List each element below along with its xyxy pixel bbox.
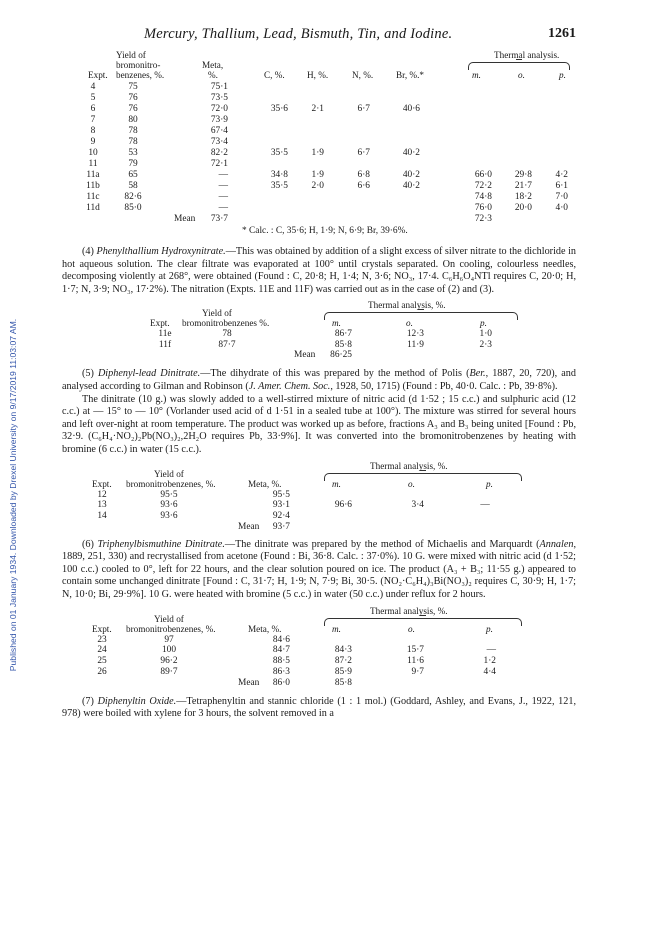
section-5-text-c: , 1928, 50, 1715) (Found : Pb, 40·0. Calc. : Pb, 39·8%). bbox=[330, 380, 558, 392]
page-number: 1261 bbox=[548, 26, 576, 41]
section-6-ref-annalen: Annalen bbox=[539, 538, 574, 550]
t4-mean-m: 85·8 bbox=[334, 677, 352, 688]
cell-p: 6·1 bbox=[555, 181, 568, 191]
cell-expt: 8 bbox=[90, 126, 96, 136]
cell-o: 12·3 bbox=[406, 329, 424, 340]
section-5-ref-ber: Ber. bbox=[469, 368, 486, 380]
t3-p-header: p. bbox=[486, 478, 493, 489]
cell-o: 21·7 bbox=[514, 181, 532, 191]
t1-mean-meta: 73·7 bbox=[210, 214, 228, 224]
cell-yield: 96·2 bbox=[160, 656, 178, 667]
t3-o-header: o. bbox=[408, 478, 415, 489]
cell-yield: 93·6 bbox=[160, 510, 178, 521]
section-5-text-a: —The dihydrate of this was prepared by the method of Polis ( bbox=[200, 368, 470, 380]
cell-expt: 23 bbox=[97, 634, 107, 645]
cell-br: 40·2 bbox=[402, 181, 420, 191]
table-4 bbox=[62, 606, 576, 690]
cell-meta: — bbox=[218, 203, 228, 213]
t1-yield-header-1: Yield of bbox=[116, 50, 146, 60]
cell-m: 96·6 bbox=[334, 500, 352, 511]
cell-m: 85·8 bbox=[334, 339, 352, 350]
t2-thermal-brace bbox=[324, 312, 518, 320]
t3-thermal-header: Thermal analysis, %. bbox=[370, 460, 448, 471]
t3-yield-header-1: Yield of bbox=[154, 468, 184, 479]
t1-mean-label: Mean bbox=[174, 214, 196, 224]
t1-n-header: N, %. bbox=[352, 70, 374, 80]
cell-yield: 78 bbox=[128, 126, 138, 136]
cell-meta: 93·1 bbox=[272, 500, 290, 511]
t1-thermal-header: Thermal analysis. bbox=[494, 50, 560, 60]
cell-p: — bbox=[480, 500, 490, 511]
cell-n: 6·7 bbox=[357, 104, 370, 114]
t2-yield-header-1: Yield of bbox=[202, 308, 232, 319]
t4-expt-header: Expt. bbox=[92, 623, 112, 634]
cell-m: 85·9 bbox=[334, 666, 352, 677]
cell-meta: — bbox=[218, 170, 228, 180]
t2-p-header: p. bbox=[480, 318, 487, 329]
cell-expt: 11c bbox=[86, 192, 100, 202]
t3-mean-label: Mean bbox=[238, 521, 260, 532]
cell-meta: — bbox=[218, 181, 228, 191]
cell-o: 11·9 bbox=[407, 339, 424, 350]
cell-c: 35·6 bbox=[270, 104, 288, 114]
journal-page bbox=[62, 28, 576, 721]
t1-mean-m: 72·3 bbox=[474, 214, 492, 224]
cell-expt: 9 bbox=[90, 137, 96, 147]
t4-meta-header: Meta, %. bbox=[248, 623, 282, 634]
cell-h: 2·1 bbox=[311, 104, 324, 114]
t1-thermal-brace bbox=[468, 62, 570, 70]
cell-yield: 80 bbox=[128, 115, 138, 125]
cell-o: 18·2 bbox=[514, 192, 532, 202]
t1-o-header: o. bbox=[518, 70, 525, 80]
cell-expt: 5 bbox=[90, 93, 96, 103]
cell-meta: 72·0 bbox=[210, 104, 228, 114]
t1-meta-header-2: %. bbox=[208, 70, 218, 80]
running-title: Mercury, Thallium, Lead, Bismuth, Tin, and Iodine. bbox=[144, 26, 453, 42]
t4-yield-header-2: bromonitrobenzenes, %. bbox=[126, 623, 216, 634]
cell-m: 84·3 bbox=[334, 645, 352, 656]
cell-meta: 88·5 bbox=[272, 656, 290, 667]
cell-meta: 75·1 bbox=[210, 82, 228, 92]
section-6-paragraph bbox=[62, 539, 576, 602]
cell-br: 40·2 bbox=[402, 148, 420, 158]
cell-expt: 26 bbox=[97, 666, 107, 677]
cell-p: 2·3 bbox=[479, 339, 492, 350]
section-4-text: —This was obtained by addition of a slight excess of silver nitrate to the dichloride in hot aqueous solution. The clear filtrate was evaporated at 100° until crystals separated. On cooling, colourless needles, decomposing violently at 268°, were obtained (Found : C, 20·8; H, 1·4; N, 3·6; NO₃, 17·4. C₆H₆O₄NTl requires C, 20·0; H, 1·7; N, 3·9; NO₃, 17·2%). The nitration (Expts. 11E and 11F) was carried out as in the case of (2) and (3). bbox=[62, 246, 577, 295]
cell-meta: 84·6 bbox=[272, 634, 290, 645]
cell-yield: 100 bbox=[161, 645, 177, 656]
cell-expt: 10 bbox=[88, 148, 98, 158]
cell-expt: 13 bbox=[97, 500, 107, 511]
cell-meta: 84·7 bbox=[272, 645, 290, 656]
t3-expt-header: Expt. bbox=[92, 478, 112, 489]
cell-m: 72·2 bbox=[474, 181, 492, 191]
cell-m: 86·7 bbox=[334, 329, 352, 340]
cell-meta: 73·4 bbox=[210, 137, 228, 147]
cell-expt: 12 bbox=[97, 489, 107, 500]
cell-meta: 95·5 bbox=[272, 489, 290, 500]
cell-meta: 82·2 bbox=[210, 148, 228, 158]
t4-yield-header-1: Yield of bbox=[154, 613, 184, 624]
cell-yield: 65 bbox=[128, 170, 138, 180]
cell-yield: 75 bbox=[128, 82, 138, 92]
t2-thermal-header: Thermal analysis, %. bbox=[368, 300, 446, 311]
section-5-paragraph-2: The dinitrate (10 g.) was slowly added to a well-stirred mixture of nitric acid (d 1·52 ; 15 c.c.) and sulphuric acid (12 c.c.) at — 15° to — 10° (Vorlander used acid of d 1·51 in a sealed tube at 100°). The mixture was stirred for several hours and left over-night at room temperature. The product was worked up as before, fractions A₃ and B₃ being united [Found : Pb, 32·9. (C₆H₄·NO₂)₂Pb(NO₃)₂,2H₂O requires Pb, 33·9%]. It was converted into the bromonitrobenzenes by heating with bromine (6 c.c.) in water (15 c.c.). bbox=[62, 393, 576, 455]
cell-yield: 85·0 bbox=[124, 203, 142, 213]
t4-m-header: m. bbox=[332, 623, 341, 634]
t4-thermal-header: Thermal analysis, %. bbox=[370, 605, 448, 616]
cell-o: 11·6 bbox=[407, 656, 424, 667]
t4-p-header: p. bbox=[486, 623, 493, 634]
section-7-text: —Tetraphenyltin and stannic chloride (1 : 1 mol.) (Goddard, Ashley, and Evans, J., 1922, 121, 978) were boiled with xylene for 3 hours, the solvent removed in a bbox=[62, 695, 577, 720]
cell-h: 1·9 bbox=[311, 170, 324, 180]
section-6-text-b: , 1889, 251, 330) and recrystallised from acetone (Found : Bi, 36·8. Calc. : 37·0%). 10 G. were mixed with nitric acid (d 1·52; 100 c.c.) cooled to 0°, left for 22 hours, and the clear solution poured on ice. The product (A₃ + B₃; 11·55 g.) appeared to contain some unchanged dinitrate [Found : C, 31·7; H, 1·9; N, 7·9; Bi, 30·5. (NO₂·C₆H₄)₃Bi(NO₃)₂ requires C, 30·9; H, 1·7; N, 10·0; Bi, 29·9%]. 10 G. were heated with bromine (5 c.c.) in water (50 c.c.) under reflux for 2 hours. bbox=[62, 538, 576, 600]
t1-c-header: C, %. bbox=[264, 70, 285, 80]
t3-m-header: m. bbox=[332, 478, 341, 489]
cell-n: 6·8 bbox=[357, 170, 370, 180]
t1-p-header: p. bbox=[559, 70, 566, 80]
table-1 bbox=[62, 50, 576, 238]
cell-expt: 25 bbox=[97, 656, 107, 667]
cell-expt: 11d bbox=[86, 203, 100, 213]
cell-yield: 87·7 bbox=[218, 339, 236, 350]
table-3 bbox=[62, 461, 576, 533]
cell-p: 1·0 bbox=[479, 329, 492, 340]
cell-expt: 11a bbox=[86, 170, 100, 180]
cell-yield: 78 bbox=[128, 137, 138, 147]
t4-mean-meta: 86·0 bbox=[272, 677, 290, 688]
t1-br-header: Br, %.* bbox=[396, 70, 424, 80]
cell-yield: 93·6 bbox=[160, 500, 178, 511]
section-4-number: (4) bbox=[82, 246, 94, 257]
t1-footnote: * Calc. : C, 35·6; H, 1·9; N, 6·9; Br, 39·6%. bbox=[242, 226, 408, 236]
cell-p: — bbox=[486, 645, 496, 656]
cell-expt: 11b bbox=[86, 181, 100, 191]
t1-expt-header: Expt. bbox=[88, 70, 108, 80]
t2-expt-header: Expt. bbox=[150, 318, 170, 329]
cell-br: 40·2 bbox=[402, 170, 420, 180]
section-6-number: (6) bbox=[82, 538, 94, 550]
cell-expt: 14 bbox=[97, 510, 107, 521]
cell-expt: 4 bbox=[90, 82, 96, 92]
cell-meta: 92·4 bbox=[272, 510, 290, 521]
t1-yield-header-2: bromonitro- bbox=[116, 60, 161, 70]
cell-n: 6·6 bbox=[357, 181, 370, 191]
cell-yield: 58 bbox=[128, 181, 138, 191]
cell-yield: 76 bbox=[128, 104, 138, 114]
cell-o: 15·7 bbox=[406, 645, 424, 656]
section-5-ref-jacs: J. Amer. Chem. Soc. bbox=[248, 380, 331, 392]
running-header bbox=[62, 28, 576, 50]
t1-h-header: H, %. bbox=[307, 70, 329, 80]
cell-expt: 6 bbox=[90, 104, 96, 114]
section-5-paragraph bbox=[62, 368, 576, 393]
cell-yield: 95·5 bbox=[160, 489, 178, 500]
table-2 bbox=[62, 300, 576, 360]
t2-yield-header-2: bromonitrobenzenes %. bbox=[182, 318, 270, 329]
cell-m: 76·0 bbox=[474, 203, 492, 213]
cell-o: 9·7 bbox=[411, 666, 424, 677]
t1-m-header: m. bbox=[472, 70, 481, 80]
cell-p: 4·4 bbox=[483, 666, 496, 677]
cell-c: 35·5 bbox=[270, 148, 288, 158]
section-5-number: (5) bbox=[82, 368, 94, 380]
cell-c: 34·8 bbox=[270, 170, 288, 180]
cell-h: 1·9 bbox=[311, 148, 324, 158]
cell-p: 4·2 bbox=[555, 170, 568, 180]
cell-yield: 53 bbox=[128, 148, 138, 158]
section-6-title: Triphenylbismuthine Dinitrate. bbox=[97, 538, 225, 550]
cell-br: 40·6 bbox=[402, 104, 420, 114]
section-5-text-b: , 1887, 20, 720), and analysed according to Gilman and Robinson ( bbox=[62, 368, 576, 392]
cell-meta: 86·3 bbox=[272, 666, 290, 677]
section-7-number: (7) bbox=[82, 695, 94, 707]
cell-p: 1·2 bbox=[483, 656, 496, 667]
cell-n: 6·7 bbox=[357, 148, 370, 158]
cell-o: 20·0 bbox=[514, 203, 532, 213]
cell-yield: 79 bbox=[128, 159, 138, 169]
cell-o: 29·8 bbox=[514, 170, 532, 180]
section-4-title: Phenylthallium Hydroxynitrate. bbox=[96, 246, 226, 257]
cell-expt: 7 bbox=[90, 115, 96, 125]
cell-meta: 73·9 bbox=[210, 115, 228, 125]
cell-yield: 97 bbox=[164, 634, 174, 645]
cell-yield: 76 bbox=[128, 93, 138, 103]
cell-m: 66·0 bbox=[474, 170, 492, 180]
cell-meta: 67·4 bbox=[210, 126, 228, 136]
t2-o-header: o. bbox=[406, 318, 413, 329]
cell-meta: 72·1 bbox=[210, 159, 228, 169]
t3-mean-meta: 93·7 bbox=[272, 521, 290, 532]
cell-yield: 89·7 bbox=[160, 666, 178, 677]
section-7-paragraph bbox=[62, 696, 576, 721]
t2-mean-m: 86·25 bbox=[330, 350, 352, 361]
cell-meta: 73·5 bbox=[210, 93, 228, 103]
cell-expt: 11f bbox=[158, 339, 172, 350]
cell-expt: 11 bbox=[88, 159, 98, 169]
cell-m: 87·2 bbox=[334, 656, 352, 667]
t4-mean-label: Mean bbox=[238, 677, 260, 688]
t3-yield-header-2: bromonitrobenzenes, %. bbox=[126, 478, 216, 489]
cell-yield: 82·6 bbox=[124, 192, 142, 202]
cell-h: 2·0 bbox=[311, 181, 324, 191]
cell-o: 3·4 bbox=[411, 500, 424, 511]
cell-p: 4·0 bbox=[555, 203, 568, 213]
cell-yield: 78 bbox=[222, 329, 232, 340]
section-7-title: Diphenyltin Oxide. bbox=[97, 695, 177, 707]
t1-yield-header-3: benzenes, %. bbox=[116, 70, 165, 80]
cell-meta: — bbox=[218, 192, 228, 202]
section-4-paragraph bbox=[62, 246, 576, 296]
cell-c: 35·5 bbox=[270, 181, 288, 191]
cell-expt: 11e bbox=[158, 329, 172, 340]
cell-p: 7·0 bbox=[555, 192, 568, 202]
t4-o-header: o. bbox=[408, 623, 415, 634]
section-6-text-a: —The dinitrate was prepared by the method of Michaelis and Marquardt ( bbox=[224, 538, 540, 550]
section-5-title: Diphenyl-lead Dinitrate. bbox=[97, 368, 201, 380]
t2-mean-label: Mean bbox=[294, 350, 316, 361]
t3-meta-header: Meta, %. bbox=[248, 478, 282, 489]
t2-m-header: m. bbox=[332, 318, 341, 329]
download-watermark: Published on 01 January 1934. Downloaded by Drexel University on 9/17/2019 11:03:07 AM. bbox=[8, 318, 18, 672]
cell-m: 74·8 bbox=[474, 192, 492, 202]
t1-meta-header-1: Meta, bbox=[202, 60, 224, 70]
cell-expt: 24 bbox=[97, 645, 107, 656]
